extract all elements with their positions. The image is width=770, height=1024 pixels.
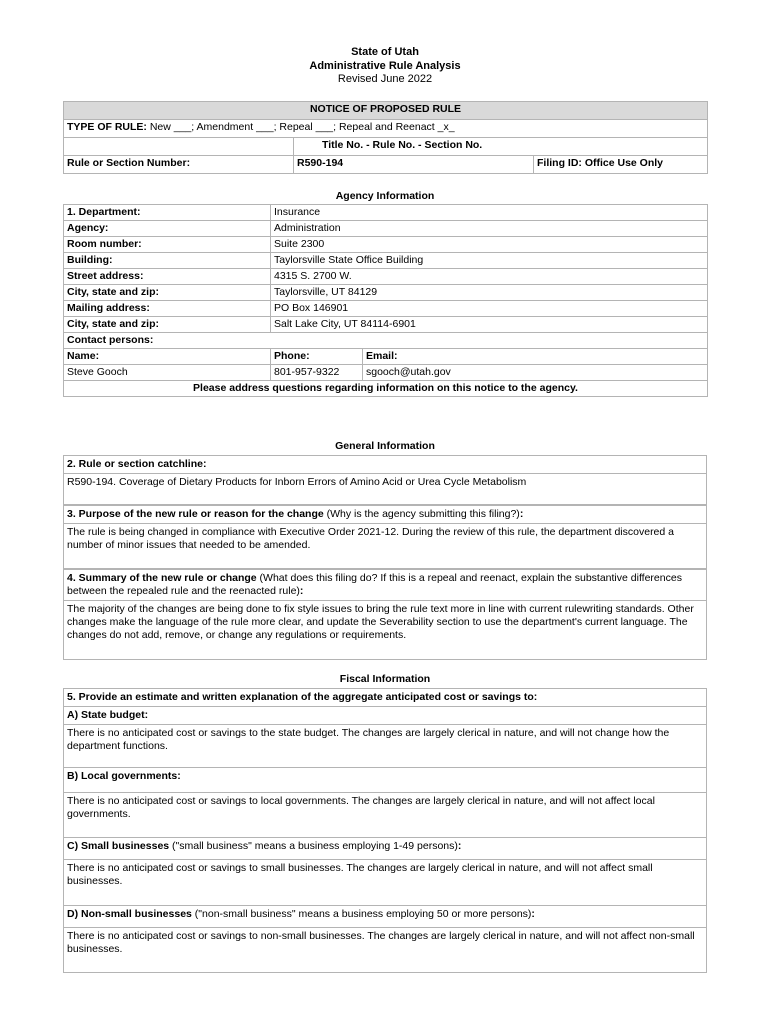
department-label: 1. Department: (64, 205, 271, 221)
agency-table (63, 204, 708, 397)
summary-hint: (What does this filing do? If this is a repeal and reenact, explain the substantive differences between the repealed rule and the reenacted rule) (67, 572, 682, 597)
type-of-rule-label: TYPE OF RULE: (67, 121, 147, 133)
building-value: Taylorsville State Office Building (271, 253, 708, 269)
small-businesses-question (64, 838, 706, 860)
non-small-businesses-answer: There is no anticipated cost or savings to non-small businesses. The changes are largely clerical in nature, and will not affect non-small businesses. (67, 930, 695, 955)
non-small-businesses-question (64, 906, 706, 928)
small-businesses-answer: There is no anticipated cost or savings to small businesses. The changes are largely clerical in nature, and will not affect small businesses. (64, 860, 706, 906)
contact-name-header: Name: (64, 349, 271, 365)
building-label: Building: (64, 253, 271, 269)
contact-phone-header: Phone: (271, 349, 363, 365)
type-of-rule-row (64, 120, 708, 138)
mailing-city-state-zip-label: City, state and zip: (64, 317, 271, 333)
type-of-rule-options: New ___; Amendment ___; Repeal ___; Repeal and Reenact _x_ (149, 121, 455, 133)
local-governments-label: B) Local governments: (64, 768, 706, 793)
fiscal-question: 5. Provide an estimate and written explanation of the aggregate anticipated cost or savings to: (64, 689, 706, 707)
purpose-section (63, 505, 707, 569)
agency-value: Administration (271, 221, 708, 237)
city-state-zip-label: City, state and zip: (64, 285, 271, 301)
summary-section (63, 569, 707, 660)
purpose-label: 3. Purpose of the new rule or reason for the change (67, 508, 324, 520)
room-number-value: Suite 2300 (271, 237, 708, 253)
purpose-hint: (Why is the agency submitting this filing?) (323, 508, 520, 520)
header-state: State of Utah (351, 46, 419, 58)
agency-note: Please address questions regarding information on this notice to the agency. (64, 381, 708, 397)
catchline-label: 2. Rule or section catchline: (64, 456, 706, 474)
non-small-businesses-hint: ("non-small business" means a business employing 50 or more persons) (191, 908, 532, 920)
summary-question (64, 570, 706, 601)
notice-title: NOTICE OF PROPOSED RULE (64, 102, 708, 120)
contact-email-header: Email: (363, 349, 708, 365)
agency-label: Agency: (64, 221, 271, 237)
title-no-heading: Title No. - Rule No. - Section No. (294, 138, 708, 156)
header-revision: Revised June 2022 (337, 73, 433, 85)
fiscal-caption: Fiscal Information (339, 673, 431, 685)
small-businesses-hint: ("small business" means a business employing 1-49 persons) (169, 840, 458, 852)
contact-name: Steve Gooch (64, 365, 271, 381)
non-small-businesses-label: D) Non-small businesses (67, 908, 192, 920)
rule-number-value: R590-194 (294, 156, 534, 174)
filing-id: Filing ID: Office Use Only (534, 156, 708, 174)
catchline-section (63, 455, 707, 505)
purpose-colon: : (519, 508, 524, 520)
mailing-address-value: PO Box 146901 (271, 301, 708, 317)
street-address-label: Street address: (64, 269, 271, 285)
room-number-label: Room number: (64, 237, 271, 253)
small-businesses-colon: : (457, 840, 462, 852)
street-address-value: 4315 S. 2700 W. (271, 269, 708, 285)
mailing-city-state-zip-value: Salt Lake City, UT 84114-6901 (271, 317, 708, 333)
non-small-businesses-colon: : (531, 908, 535, 920)
department-value: Insurance (271, 205, 708, 221)
summary-label: 4. Summary of the new rule or change (67, 572, 257, 584)
summary-answer: The majority of the changes are being done to fix style issues to bring the rule text more in line with current rulewriting standards. Other changes make the language of the rule more clear, and update the Severability section to use the department's current language. The changes do not add, remove, or change any regulations or requirements. (67, 603, 694, 641)
notice-table (63, 101, 708, 174)
agency-caption: Agency Information (335, 190, 435, 202)
local-governments-answer: There is no anticipated cost or savings to local governments. The changes are largely clerical in nature, and will not affect local governments. (64, 793, 706, 838)
general-caption: General Information (335, 440, 435, 452)
state-budget-answer: There is no anticipated cost or savings to the state budget. The changes are largely clerical in nature, and will not change how the department functions. (64, 725, 706, 768)
rule-number-label: Rule or Section Number: (64, 156, 294, 174)
fiscal-section (63, 688, 707, 973)
small-businesses-label: C) Small businesses (67, 840, 170, 852)
catchline-answer: R590-194. Coverage of Dietary Products for Inborn Errors of Amino Acid or Urea Cycle Metabolism (67, 476, 527, 488)
contact-persons-label: Contact persons: (64, 333, 708, 349)
state-budget-label: A) State budget: (64, 707, 706, 725)
contact-phone: 801-957-9322 (271, 365, 363, 381)
city-state-zip-value: Taylorsville, UT 84129 (271, 285, 708, 301)
purpose-question (64, 506, 706, 524)
summary-colon: : (299, 585, 304, 597)
mailing-address-label: Mailing address: (64, 301, 271, 317)
purpose-answer: The rule is being changed in compliance with Executive Order 2021-12. During the review of this rule, the department discovered a number of minor issues that needed to be amended. (67, 526, 674, 551)
contact-email[interactable]: sgooch@utah.gov (363, 365, 708, 381)
header-form-title: Administrative Rule Analysis (309, 60, 461, 72)
